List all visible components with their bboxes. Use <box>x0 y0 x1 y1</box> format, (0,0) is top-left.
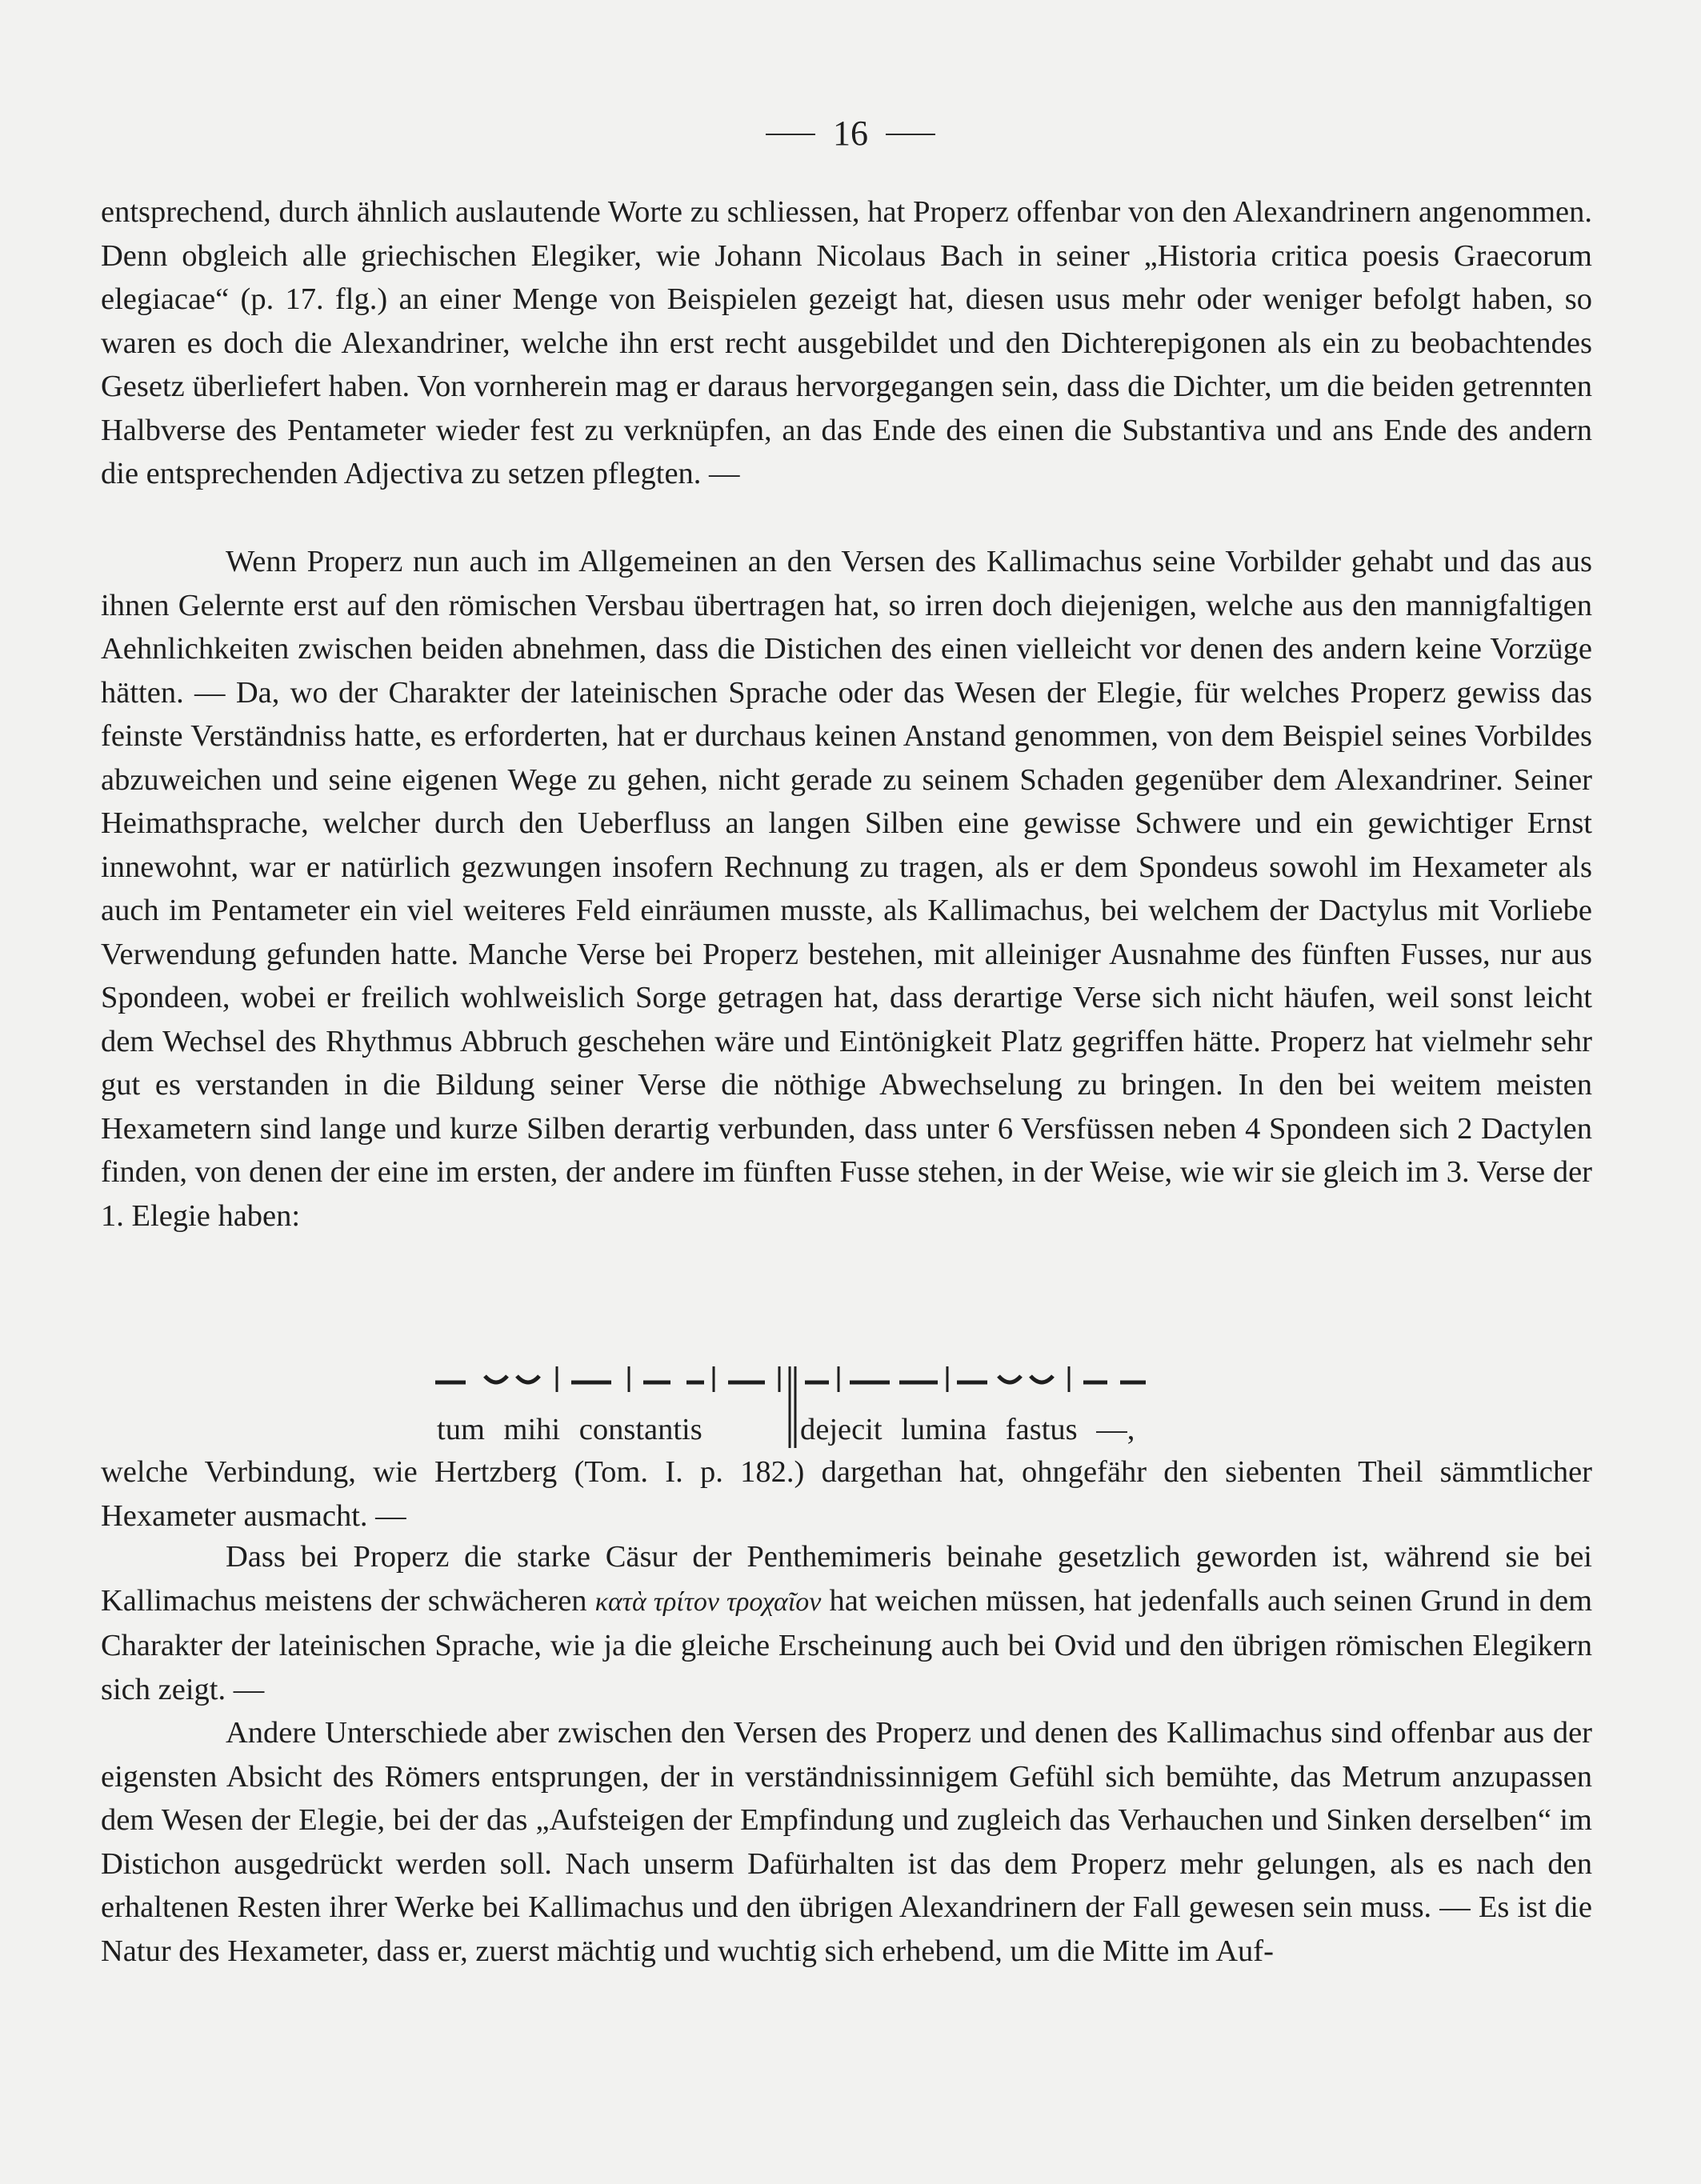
verse-word: fastus <box>1005 1413 1078 1446</box>
paragraph-4 <box>101 1535 1592 1711</box>
paragraph-2 <box>101 540 1592 1238</box>
paragraph-5-text: Andere Unterschiede aber zwischen den Versen des Properz und denen des Kallimachus sind offenbar aus der eigensten Absicht des Römers entsprungen, der in verständnissinnigem Gefühl sich bemühte, das Metrum anzupassen dem Wesen der Elegie, bei der das „Aufsteigen der Empfindung und zugleich das Verhauchen und Sinken derselben“ im Distichon ausgedrückt werden soll. Nach unserm Dafürhalten ist das dem Properz mehr gelungen, als es nach den erhaltenen Resten ihrer Werke bei Kallimachus und den übrigen Alexandrinern der Fall gewesen sein muss. — Es ist die Natur des Hexameter, dass er, zuerst mächtig und wuchtig sich erhebend, um die Mitte im Auf- <box>101 1716 1592 1968</box>
verse-word: dejecit <box>800 1413 883 1446</box>
verse-word: tum <box>437 1413 485 1446</box>
paragraph-1 <box>101 190 1592 496</box>
page-header <box>0 109 1701 157</box>
paragraph-4-text <box>101 1535 1592 1711</box>
short-syllable-mark <box>485 1376 507 1382</box>
verse-word: mihi <box>503 1413 561 1446</box>
header-dash-right <box>886 134 935 135</box>
short-syllable-mark <box>999 1376 1021 1382</box>
header-dash-left <box>766 134 815 135</box>
short-syllable-mark <box>517 1376 539 1382</box>
paragraph-5 <box>101 1711 1592 1973</box>
caesura-text-before: Dass bei Properz die starke Cäsur der Penthemimeris beinahe gesetzlich geworden ist, während sie bei Kallimachus meistens der schwächeren <box>101 1540 1592 1618</box>
short-syllable-mark <box>1031 1376 1053 1382</box>
paragraph-1-text: entsprechend, durch ähnlich auslautende Worte zu schliessen, hat Properz offenbar von den Alexandrinern angenommen. Denn obgleich alle griechischen Elegiker, wie Johann Nicolaus Bach in seiner „Historia critica poesis Graecorum elegiacae“ (p. 17. flg.) an einer Menge von Beispielen gezeigt hat, diesen usus mehr oder weniger befolgt haben, so waren es doch die Alexandriner, welche ihn erst recht ausgebildet und den Dichterepigonen als ein zu beobachtendes Gesetz überliefert haben. Von vornherein mag er daraus hervorgegangen sein, dass die Dichter, um die beiden getrennten Halbverse des Pentameter wieder fest zu verknüpfen, an das Ende des einen die Substantiva und ans Ende des andern die entsprechenden Adjectiva zu setzen pflegten. — <box>101 195 1592 490</box>
paragraph-3-text: welche Verbindung, wie Hertzberg (Tom. I. p. 182.) dargethan hat, ohngefähr den siebenten Theil sämmtlicher Hexameter ausmacht. — <box>101 1455 1592 1533</box>
greek-phrase: κατὰ τρίτον τροχαῖον <box>594 1586 822 1617</box>
verse-right-half <box>800 1412 1146 1447</box>
verse-word: constantis <box>578 1413 702 1446</box>
paragraph-2-text: Wenn Properz nun auch im Allgemeinen an den Versen des Kallimachus seine Vorbilder gehabt und das aus ihnen Gelernte erst auf den römischen Versbau übertragen hat, so irren doch diejenigen, welche aus den mannigfaltigen Aehnlichkeiten zwischen beiden abnehmen, dass die Distichen des einen vielleicht vor denen des andern keine Vorzüge hätten. — Da, wo der Charakter der lateinischen Sprache oder das Wesen der Elegie, für welches Properz gewiss das feinste Verständniss hatte, es erforderten, hat er durchaus keinen Anstand genommen, von dem Beispiel seines Vorbildes abzuweichen und seine eigenen Wege zu gehen, nicht gerade zu seinem Schaden gegenüber dem Alexandriner. Seiner Heimathsprache, welcher durch den Ueberfluss an langen Silben eine gewisse Schwere und ein gewichtiger Ernst innewohnt, war er natürlich gezwungen insofern Rechnung zu tragen, als er dem Spondeus sowohl im Hexameter als auch im Pentameter ein viel weiteres Feld einräumen musste, als Kallimachus, bei welchem der Dactylus mit Vorliebe Verwendung gefunden hatte. Manche Verse bei Properz bestehen, mit alleiniger Ausnahme des fünften Fusses, nur aus Spondeen, wobei er freilich wohlweislich Sorge getragen hat, dass derartige Verse sich nicht häufen, weil sonst leicht dem Wechsel des Rhythmus Abbruch geschehen wäre und Eintönigkeit Platz gegriffen hätte. Properz hat vielmehr sehr gut es verstanden in die Bildung seiner Verse die nöthige Abwechselung zu bringen. In den bei weitem meisten Hexametern sind lange und kurze Silben derartig verbunden, dass unter 6 Versfüssen neben 4 Spondeen sich 2 Dactylen finden, von denen der eine im ersten, der andere im fünften Fusse stehen, in der Weise, wie wir sie gleich im 3. Verse der 1. Elegie haben: <box>101 545 1592 1233</box>
paragraph-3 <box>101 1450 1592 1538</box>
page-number: 16 <box>833 113 868 153</box>
metrical-scheme <box>429 1360 1261 1448</box>
verse-word: lumina <box>901 1413 987 1446</box>
caesura-text-after: hat weichen müssen, hat jedenfalls auch seinen Grund in dem Charakter der lateinischen Sprache, wie ja die gleiche Erscheinung auch bei Ovid und den übrigen römischen Elegikern sich zeigt. — <box>101 1583 1593 1706</box>
verse-word: —, <box>1096 1413 1135 1446</box>
